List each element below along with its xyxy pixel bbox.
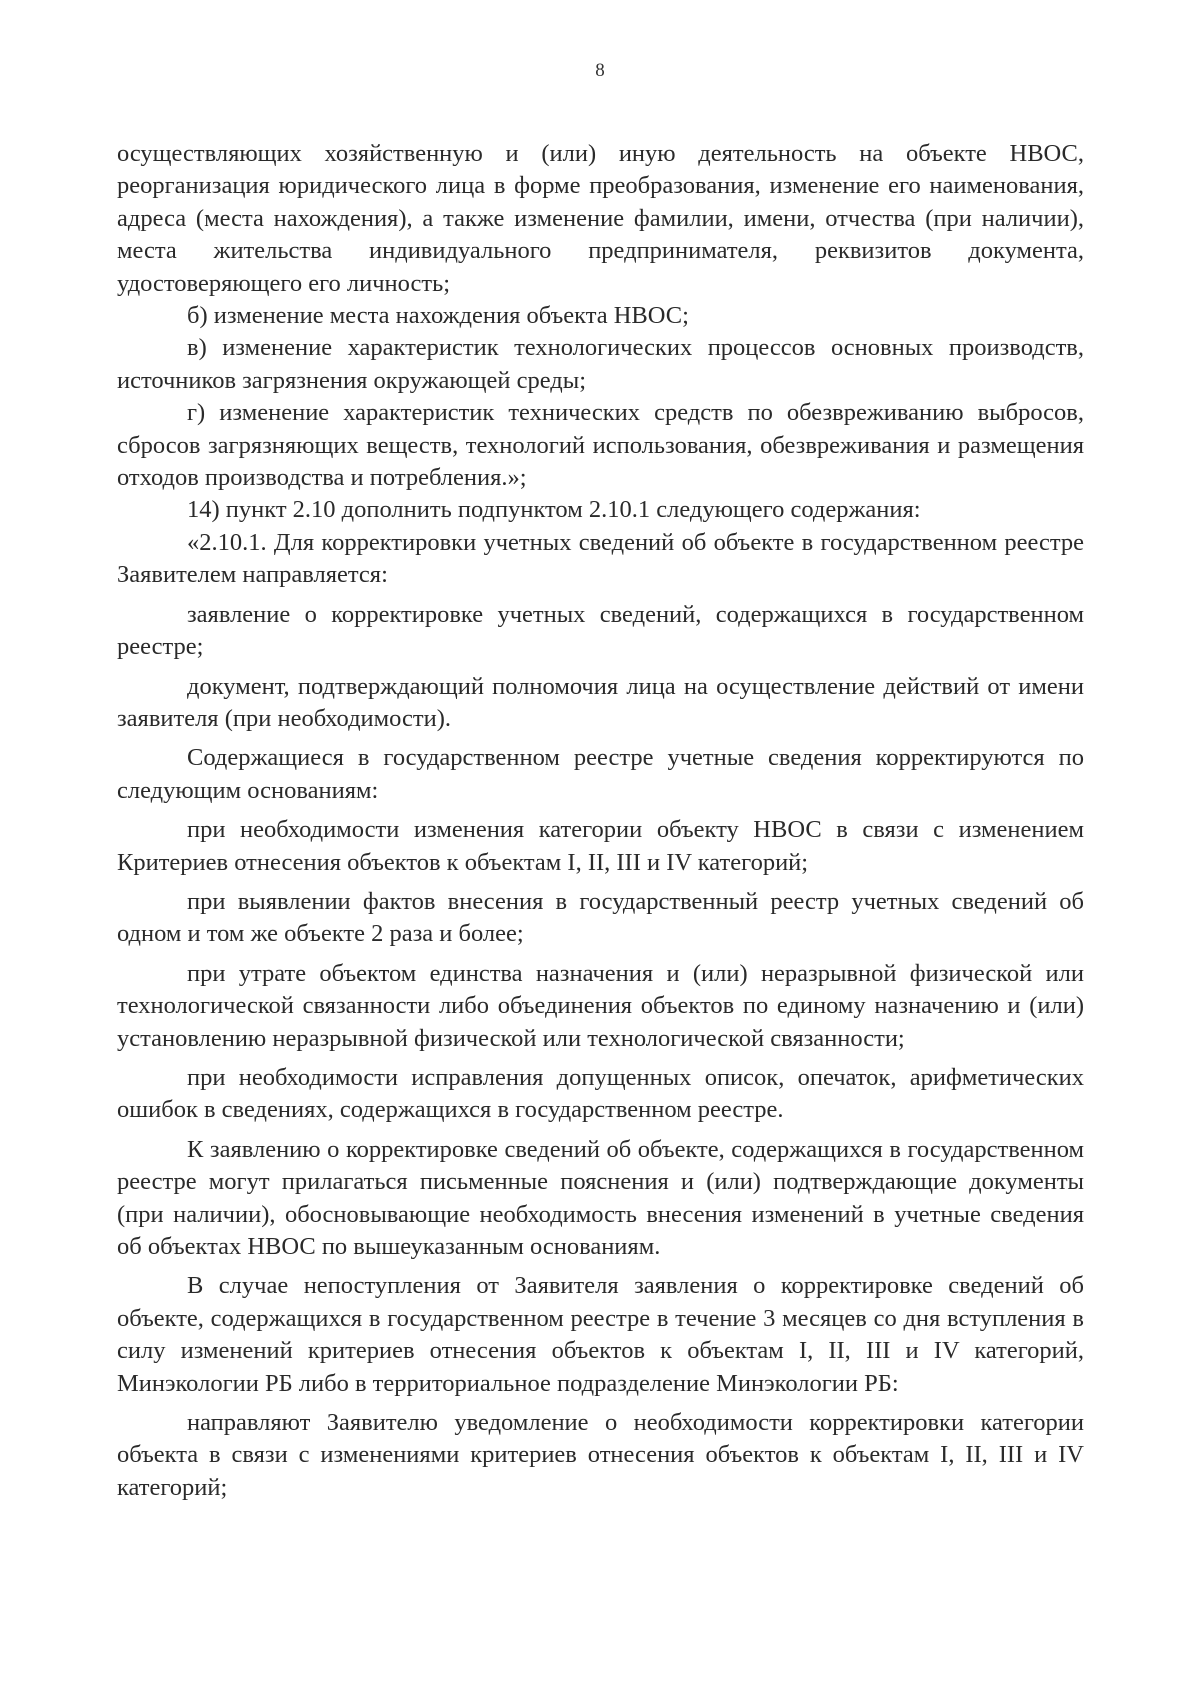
paragraph-ground-category: при необходимости изменения категории объекту НВОС в связи с изменением Критериев отнесения объектов к объектам I, II, III и IV категорий;	[117, 816, 1084, 876]
paragraph-item-v: в) изменение характеристик технологических процессов основных производств, источников загрязнения окружающей среды;	[117, 334, 1084, 394]
paragraph-clause-2-10-1: «2.10.1. Для корректировки учетных сведений об объекте в государственном реестре Заявителем направляется:	[117, 528, 1084, 589]
paragraph-ground-unity: при утрате объектом единства назначения и (или) неразрывной физической или технологической связанности либо объединения объектов по единому назначению и (или) установлению неразрывной физической или технологической связанности;	[117, 959, 1084, 1052]
paragraph-ground-duplicate: при выявлении фактов внесения в государственный реестр учетных сведений об одном и том же объекте 2 раза и более;	[117, 887, 1084, 948]
paragraph-application: заявление о корректировке учетных сведений, содержащихся в государственном реестре;	[117, 600, 1084, 661]
page-number: 8	[595, 60, 605, 81]
paragraph-amendment-14: 14) пункт 2.10 дополнить подпунктом 2.10.1 следующего содержания:	[187, 496, 921, 524]
paragraph-authority-document: документ, подтверждающий полномочия лица на осуществление действий от имени заявителя (при необходимости).	[117, 672, 1084, 732]
paragraph-item-b: б) изменение места нахождения объекта НВОС;	[187, 302, 689, 330]
paragraph-attachments: К заявлению о корректировке сведений об объекте, содержащихся в государственном реестре могут прилагаться письменные пояснения и (или) подтверждающие документы (при наличии), обосновывающие необходимость внесения изменений в учетные сведения об объектах НВОС по вышеуказанным основаниям.	[117, 1135, 1084, 1260]
paragraph-non-receipt: В случае непоступления от Заявителя заявления о корректировке сведений об объекте, содержащихся в государственном реестре в течение 3 месяцев со дня вступления в силу изменений критериев отнесения объектов к объектам I, II, III и IV категорий, Минэкологии РБ либо в территориальное подразделение Минэкологии РБ:	[117, 1272, 1084, 1397]
paragraph-grounds-intro: Содержащиеся в государственном реестре учетные сведения корректируются по следующим основаниям:	[117, 744, 1084, 804]
paragraph-item-g: г) изменение характеристик технических средств по обезвреживанию выбросов, сбросов загрязняющих веществ, технологий использования, обезвреживания и размещения отходов производства и потребления.»;	[117, 399, 1084, 492]
paragraph-notification: направляют Заявителю уведомление о необходимости корректировки категории объекта в связи с изменениями критериев отнесения объектов к объектам I, II, III и IV категорий;	[117, 1409, 1084, 1501]
document-body	[117, 138, 1084, 1504]
paragraph-continuation: осуществляющих хозяйственную и (или) иную деятельность на объекте НВОС, реорганизация юридического лица в форме преобразования, изменение его наименования, адреса (места нахождения), а также изменение фамилии, имени, отчества (при наличии), места жительства индивидуального предпринимателя, реквизитов документа, удостоверяющего его личность;	[117, 140, 1084, 297]
paragraph-ground-errors: при необходимости исправления допущенных описок, опечаток, арифметических ошибок в сведениях, содержащихся в государственном реестре.	[117, 1063, 1084, 1124]
